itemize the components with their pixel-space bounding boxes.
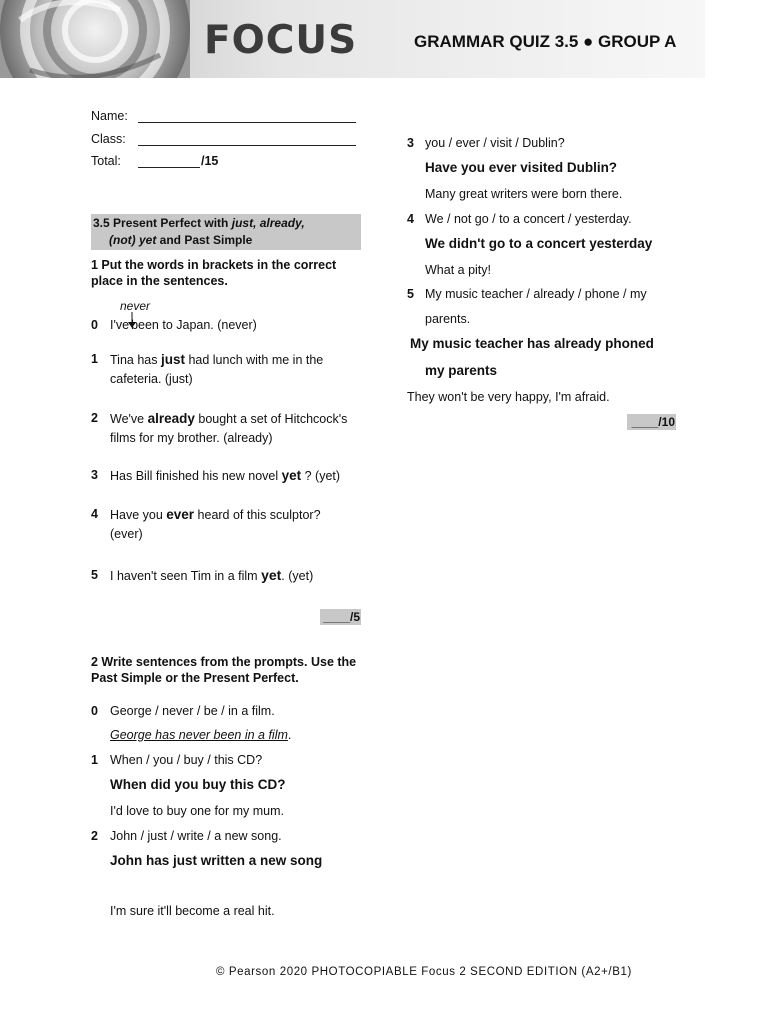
section-heading: 3.5 Present Perfect with just, already, (not) yet and Past Simple <box>91 214 361 250</box>
brand-logo-text: FOCUS <box>204 18 358 63</box>
ex1-item-3: Has Bill finished his new novel yet ? (yet) <box>110 468 341 483</box>
ex2-example-answer: George has never been in a film. <box>110 728 292 742</box>
item-number: 3 <box>91 468 98 482</box>
answer-text: ever <box>166 507 195 522</box>
exercise-1-score[interactable]: ____/5 <box>320 609 361 625</box>
item-number: 4 <box>407 212 414 226</box>
ex2-answer-5-cont: my parents <box>425 363 498 378</box>
item-number: 5 <box>91 568 98 582</box>
item-number: 2 <box>91 829 98 843</box>
ex2-prompt-5-cont: parents. <box>425 312 471 326</box>
ex2-prompt-0: George / never / be / in a film. <box>110 704 275 718</box>
page-footer: © Pearson 2020 PHOTOCOPIABLE Focus 2 SECOND EDITION (A2+/B1) <box>216 966 632 978</box>
answer-text: already <box>147 411 195 426</box>
class-label: Class: <box>91 132 126 146</box>
item-number: 4 <box>91 507 98 521</box>
ex2-answer-3: Have you ever visited Dublin? <box>425 160 618 175</box>
item-number: 2 <box>91 411 98 425</box>
ex2-follow-5: They won't be very happy, I'm afraid. <box>407 390 610 404</box>
ex2-answer-2: John has just written a new song <box>110 853 323 868</box>
ex1-item-4: Have you ever heard of this sculptor? (ever) <box>110 507 321 541</box>
answer-text: yet <box>281 468 302 483</box>
exercise-1-instruction: 1 Put the words in brackets in the correct place in the sentences. <box>91 258 337 288</box>
ex2-follow-3: Many great writers were born there. <box>425 187 623 201</box>
ex1-item-1: Tina has just had lunch with me in the cafeteria. (just) <box>110 352 324 386</box>
ex2-answer-5: My music teacher has already phoned <box>410 336 654 351</box>
ex2-prompt-4: We / not go / to a concert / yesterday. <box>425 212 632 226</box>
total-suffix: /15 <box>201 154 219 168</box>
ex2-follow-4: What a pity! <box>425 263 491 277</box>
item-number: 1 <box>91 352 98 366</box>
class-field[interactable] <box>138 132 356 146</box>
total-field[interactable] <box>138 154 200 168</box>
ex2-prompt-5: My music teacher / already / phone / my <box>425 287 647 301</box>
ex2-prompt-2: John / just / write / a new song. <box>110 829 282 843</box>
ex2-answer-4: We didn't go to a concert yesterday <box>425 236 653 251</box>
total-label: Total: <box>91 154 121 168</box>
answer-text: yet <box>261 567 282 583</box>
ex2-answer-1: When did you buy this CD? <box>110 777 286 792</box>
logo-swirl-graphic <box>0 0 190 78</box>
exercise-2-score[interactable]: ____/10 <box>627 414 676 430</box>
exercise-2-instruction: 2 Write sentences from the prompts. Use the Past Simple or the Present Perfect. <box>91 655 357 685</box>
item-number: 3 <box>407 136 414 150</box>
ex1-item-5: I haven't seen Tim in a film yet. (yet) <box>110 567 314 583</box>
ex1-item-2: We've already bought a set of Hitchcock's films for my brother. (already) <box>110 411 348 445</box>
ex1-item-0: I've been to Japan. (never) <box>110 318 257 332</box>
ex2-prompt-1: When / you / buy / this CD? <box>110 753 263 767</box>
quiz-title: GRAMMAR QUIZ 3.5 ● GROUP A <box>414 32 677 51</box>
example-hint: never <box>120 299 151 313</box>
page-header <box>0 0 705 78</box>
answer-text: just <box>160 352 185 367</box>
name-field[interactable] <box>138 109 356 123</box>
ex2-follow-1: I'd love to buy one for my mum. <box>110 804 284 818</box>
item-number: 5 <box>407 287 414 301</box>
item-number: 1 <box>91 753 98 767</box>
ex2-follow-2: I'm sure it'll become a real hit. <box>110 904 275 918</box>
name-label: Name: <box>91 109 128 123</box>
ex2-prompt-3: you / ever / visit / Dublin? <box>425 136 565 150</box>
item-number: 0 <box>91 704 98 718</box>
item-number: 0 <box>91 318 98 332</box>
